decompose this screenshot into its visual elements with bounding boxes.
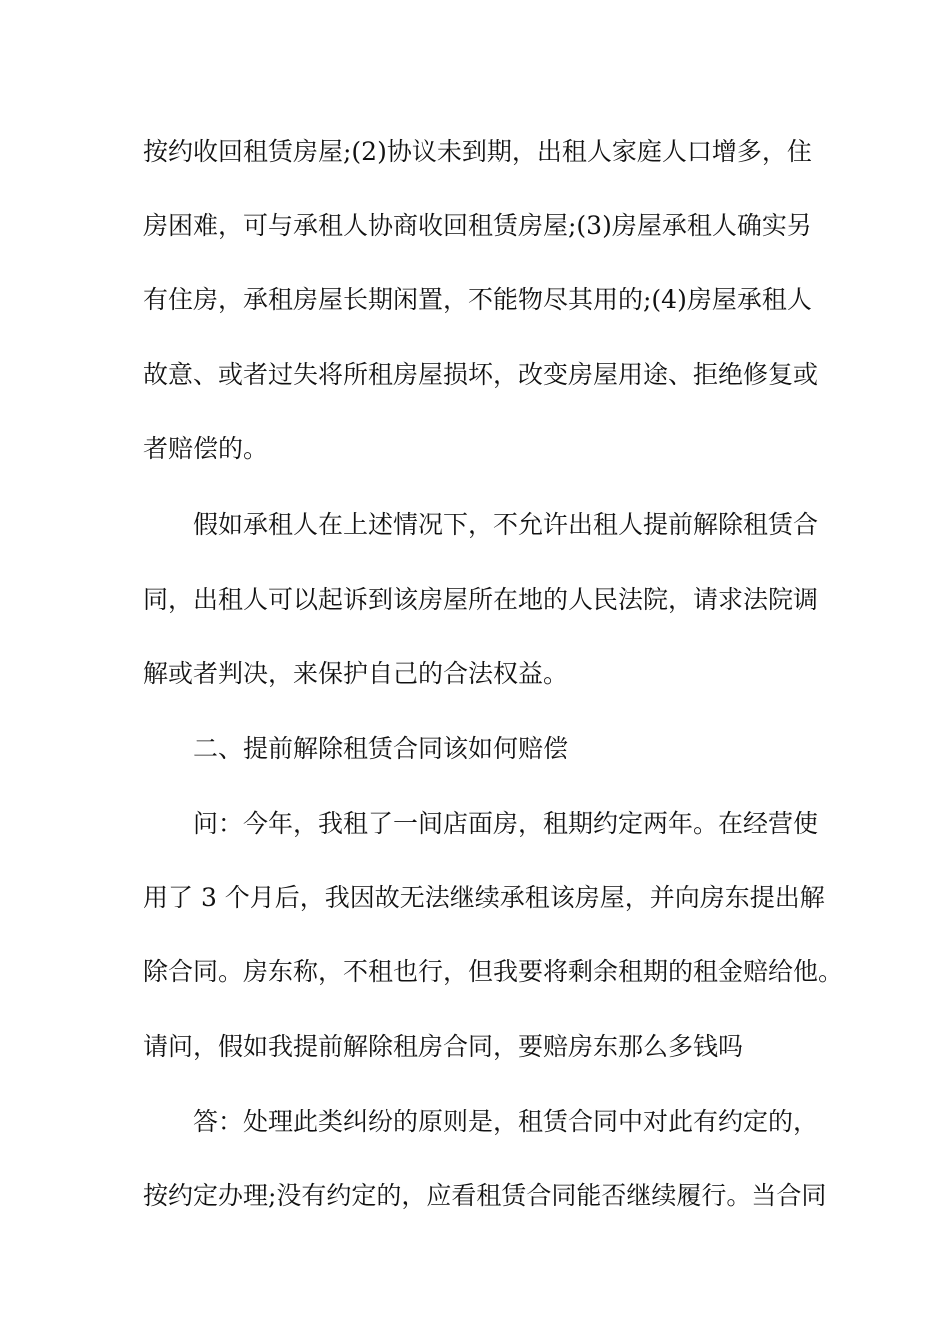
text-line: 故意、或者过失将所租房屋损坏，改变房屋用途、拒绝修复或: [143, 360, 819, 389]
section-heading: 二、提前解除租赁合同该如何赔偿: [193, 734, 569, 763]
text-line: 者赔偿的。: [143, 434, 269, 463]
text-line: 按约定办理;没有约定的，应看租赁合同能否继续履行。当合同: [143, 1181, 827, 1210]
text-line: 请问，假如我提前解除租房合同，要赔房东那么多钱吗: [143, 1032, 744, 1061]
text-line: 除合同。房东称，不租也行，但我要将剩余租期的租金赔给他。: [143, 957, 844, 986]
paragraph-first-line: 假如承租人在上述情况下，不允许出租人提前解除租赁合: [193, 510, 819, 539]
answer-first-line: 答：处理此类纠纷的原则是，租赁合同中对此有约定的，: [193, 1107, 819, 1136]
text-line: 有住房，承租房屋长期闲置，不能物尽其用的;(4)房屋承租人: [143, 285, 812, 314]
text-line: 房困难，可与承租人协商收回租赁房屋;(3)房屋承租人确实另: [143, 211, 812, 240]
text-line: 按约收回租赁房屋;(2)协议未到期，出租人家庭人口增多，住: [143, 137, 812, 166]
text-line: 解或者判决，来保护自己的合法权益。: [143, 659, 569, 688]
question-first-line: 问：今年，我租了一间店面房，租期约定两年。在经营使: [193, 809, 819, 838]
text-line: 同，出租人可以起诉到该房屋所在地的人民法院，请求法院调: [143, 585, 819, 614]
text-line: 用了 3 个月后，我因故无法继续承租该房屋，并向房东提出解: [143, 883, 825, 912]
